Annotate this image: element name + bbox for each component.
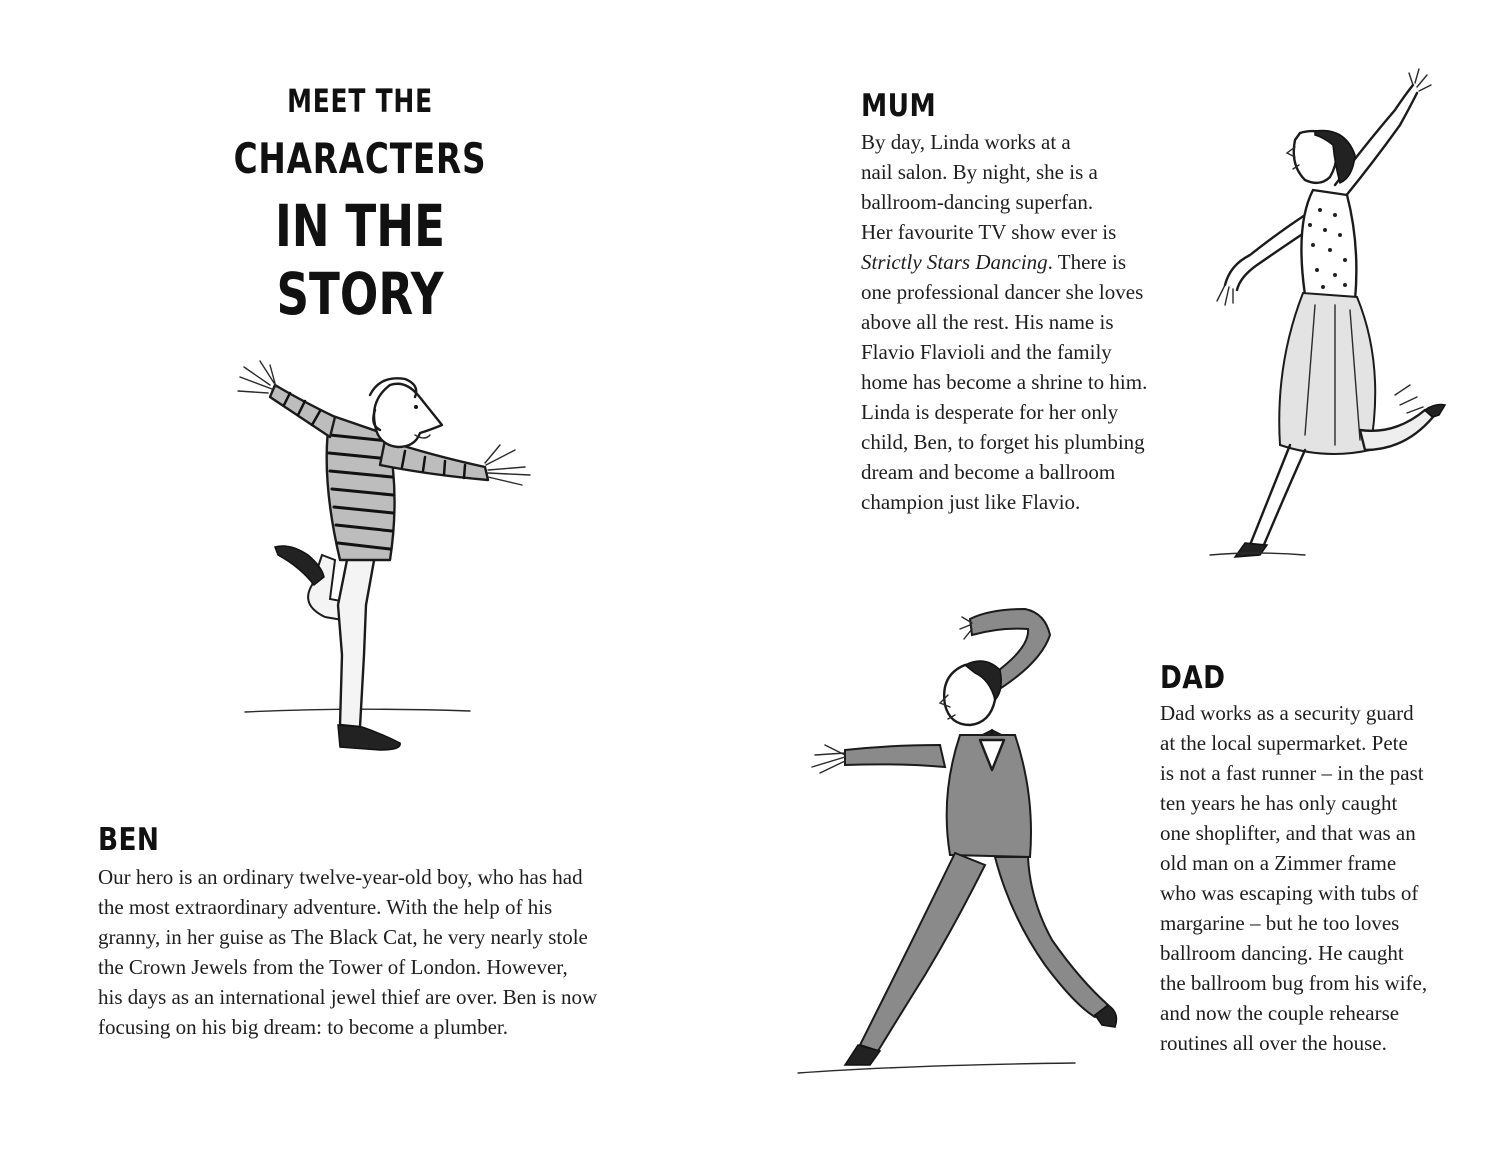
ben-line: his days as an international jewel thief are over. Ben is now — [98, 985, 598, 1009]
dad-line: margarine – but he too loves — [1160, 911, 1400, 935]
mum-line: champion just like Flavio. — [861, 490, 1081, 514]
ben-line: granny, in her guise as The Black Cat, he very nearly stole — [98, 925, 588, 949]
mum-description — [861, 127, 1147, 517]
dad-line: who was escaping with tubs of — [1160, 881, 1419, 905]
mum-line: ballroom-dancing superfan. — [861, 190, 1094, 214]
dad-line: and now the couple rehearse — [1160, 1001, 1400, 1025]
mum-line: By day, Linda works at a — [861, 130, 1071, 154]
dad-line: routines all over the house. — [1160, 1031, 1387, 1055]
dad-line: is not a fast runner – in the past — [1160, 761, 1424, 785]
mum-line: Her favourite TV show ever is — [861, 220, 1117, 244]
title-line-2: CHARACTERS — [233, 134, 487, 183]
mum-line: one professional dancer she loves — [861, 280, 1144, 304]
mum-line: child, Ben, to forget his plumbing — [861, 430, 1145, 454]
title-line-1: MEET THE — [287, 82, 433, 120]
ben-line: Our hero is an ordinary twelve-year-old boy, who has had — [98, 865, 583, 889]
mum-line: dream and become a ballroom — [861, 460, 1116, 484]
dad-line: at the local supermarket. Pete — [1160, 731, 1408, 755]
ben-line: focusing on his big dream: to become a plumber. — [98, 1015, 508, 1039]
ben-line: the most extraordinary adventure. With the help of his — [98, 895, 553, 919]
mum-line — [861, 247, 1147, 277]
dad-heading: DAD — [1160, 660, 1226, 696]
dad-line: old man on a Zimmer frame — [1160, 851, 1397, 875]
mum-heading: MUM — [861, 88, 937, 124]
dad-line: one shoplifter, and that was an — [1160, 821, 1416, 845]
mum-line: above all the rest. His name is — [861, 310, 1114, 334]
mum-line: nail salon. By night, she is a — [861, 160, 1098, 184]
dad-line: the ballroom bug from his wife, — [1160, 971, 1428, 995]
ben-illustration — [230, 355, 550, 775]
dad-illustration — [790, 595, 1130, 1090]
dad-description — [1160, 698, 1427, 1058]
dad-line: ballroom dancing. He caught — [1160, 941, 1404, 965]
dad-line: ten years he has only caught — [1160, 791, 1398, 815]
mum-illustration — [1195, 65, 1460, 570]
mum-line: Flavio Flavioli and the family — [861, 340, 1112, 364]
mum-line-rest: . There is — [1047, 250, 1126, 274]
dad-line: Dad works as a security guard — [1160, 701, 1414, 725]
tv-show-title: Strictly Stars Dancing — [861, 250, 1048, 274]
ben-line: the Crown Jewels from the Tower of London. However, — [98, 955, 568, 979]
mum-line: Linda is desperate for her only — [861, 400, 1119, 424]
ben-heading: BEN — [98, 822, 160, 858]
mum-line: home has become a shrine to him. — [861, 370, 1148, 394]
ben-description — [98, 862, 597, 1042]
title-line-3: IN THE STORY — [274, 192, 446, 328]
